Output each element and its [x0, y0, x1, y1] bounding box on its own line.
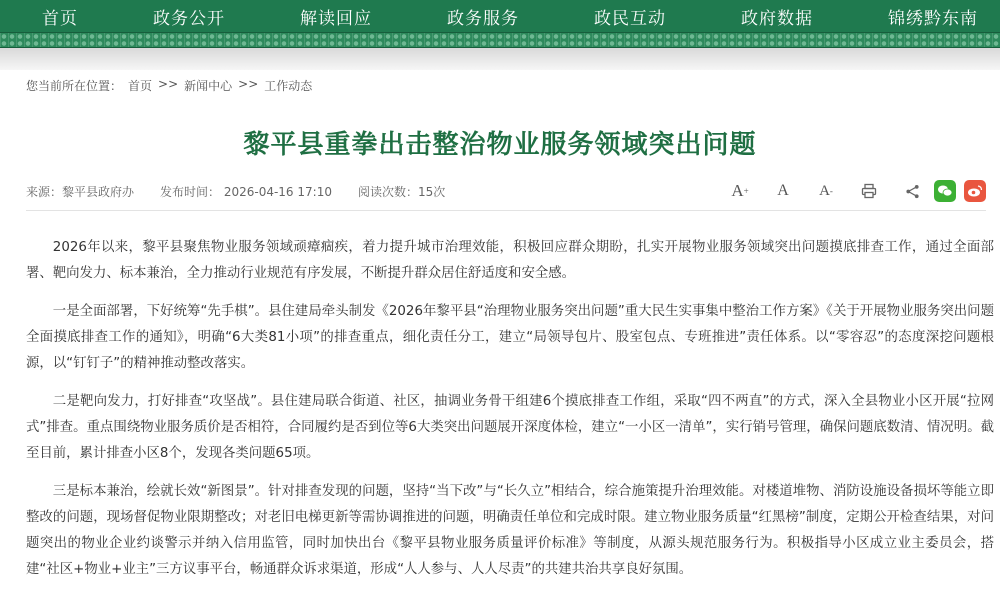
- breadcrumb-news-center[interactable]: 新闻中心: [184, 79, 233, 93]
- font-increase-button[interactable]: [726, 179, 754, 203]
- meta-divider: [26, 210, 986, 211]
- article-meta: [26, 177, 986, 205]
- nav-government-affairs[interactable]: 政务公开: [153, 8, 225, 29]
- breadcrumb-work-news[interactable]: 工作动态: [264, 79, 313, 93]
- font-normal-button[interactable]: [769, 179, 797, 203]
- breadcrumb: [26, 77, 312, 94]
- breadcrumb-separator: >>: [158, 77, 179, 91]
- print-button[interactable]: [855, 179, 883, 203]
- breadcrumb-home[interactable]: 首页: [128, 79, 153, 93]
- article-title: 黎平县重拳出击整治物业服务领域突出问题: [243, 130, 757, 160]
- font-decrease-button[interactable]: [812, 179, 840, 203]
- weibo-icon: [967, 184, 983, 198]
- article-source: 来源：黎平县政府办: [26, 184, 135, 199]
- header-shadow: [0, 48, 1000, 70]
- font-normal-label: A: [777, 182, 789, 199]
- nav-home[interactable]: 首页: [42, 8, 78, 29]
- printer-icon: [861, 183, 877, 199]
- share-button[interactable]: [898, 179, 926, 203]
- nav-government-services[interactable]: 政务服务: [447, 8, 519, 29]
- nav-qiandongnan[interactable]: 锦绣黔东南: [888, 8, 978, 29]
- article-views: 阅读次数：15次: [357, 184, 446, 199]
- article-paragraph: 2026年以来，黎平县聚焦物业服务领域顽瘴痼疾，着力提升城市治理效能，积极回应群众期盼，扎实开展物业服务领域突出问题摸底排查工作，通过全面部署、靶向发力、标本兼治，全力推动行业规范有序发展，不断提升群众居住舒适度和安全感。: [26, 240, 994, 281]
- top-navigation: [0, 0, 1000, 32]
- font-increase-label: A: [731, 181, 744, 200]
- font-increase-sup: +: [743, 186, 749, 196]
- article-paragraph: 二是靶向发力，打好排查“攻坚战”。县住建局联合街道、社区，抽调业务骨干组建6个摸底排查工作组，采取“四不两直”的方式，深入全县物业小区开展“拉网式”排查。重点围绕物业服务质价是否相符，合同履约是否到位等6大类突出问题展开深度体检，建立“一小区一清单”，实行销号管理，确保问题底数清、情况明。截至目前，累计排查小区8个，发现各类问题65项。: [26, 394, 994, 461]
- wechat-share-button[interactable]: [934, 180, 956, 202]
- breadcrumb-separator: >>: [238, 77, 259, 91]
- nav-interaction[interactable]: 政民互动: [594, 8, 666, 29]
- font-decrease-label: A: [819, 182, 830, 199]
- article-paragraph: 三是标本兼治，绘就长效“新图景”。针对排查发现的问题，坚持“当下改”与“长久立”相结合，综合施策提升治理效能。对楼道堆物、消防设施设备损坏等能立即整改的问题，现场督促物业限期整改；对老旧电梯更新等需协调推进的问题，明确责任单位和完成时限。建立物业服务质量“红黑榜”制度，定期公开检查结果，对问题突出的物业企业约谈警示并纳入信用监管，同时加快出台《黎平县物业服务质量评价标准》等制度，从源头规范服务行为。积极指导小区成立业主委员会，搭建“社区+物业+业主”三方议事平台，畅通群众诉求渠道，形成“人人参与、人人尽责”的共建共治共享良好氛围。: [26, 484, 994, 577]
- decorative-pattern-band: [0, 32, 1000, 48]
- font-decrease-sup: -: [829, 186, 833, 196]
- nav-interpretation[interactable]: 解读回应: [300, 8, 372, 29]
- breadcrumb-prefix: 您当前所在位置：: [26, 79, 123, 93]
- article-tools: [711, 179, 986, 203]
- share-icon: [905, 184, 920, 199]
- weibo-share-button[interactable]: [964, 180, 986, 202]
- article-publish-time: 发布时间： 2026-04-16 17:10: [160, 184, 332, 199]
- nav-government-data[interactable]: 政府数据: [741, 8, 813, 29]
- article-paragraph: 一是全面部署，下好统筹“先手棋”。县住建局牵头制发《2026年黎平县“治理物业服务突出问题”重大民生实事集中整治工作方案》《关于开展物业服务突出问题全面摸底排查工作的通知》，明确“6大类81小项”的排查重点，细化责任分工，建立“局领导包片、股室包点、专班推进”责任体系。以“零容忍”的态度深挖问题根源，以“钉钉子”的精神推动整改落实。: [26, 304, 994, 371]
- wechat-icon: [937, 184, 953, 198]
- article-content: [26, 235, 994, 595]
